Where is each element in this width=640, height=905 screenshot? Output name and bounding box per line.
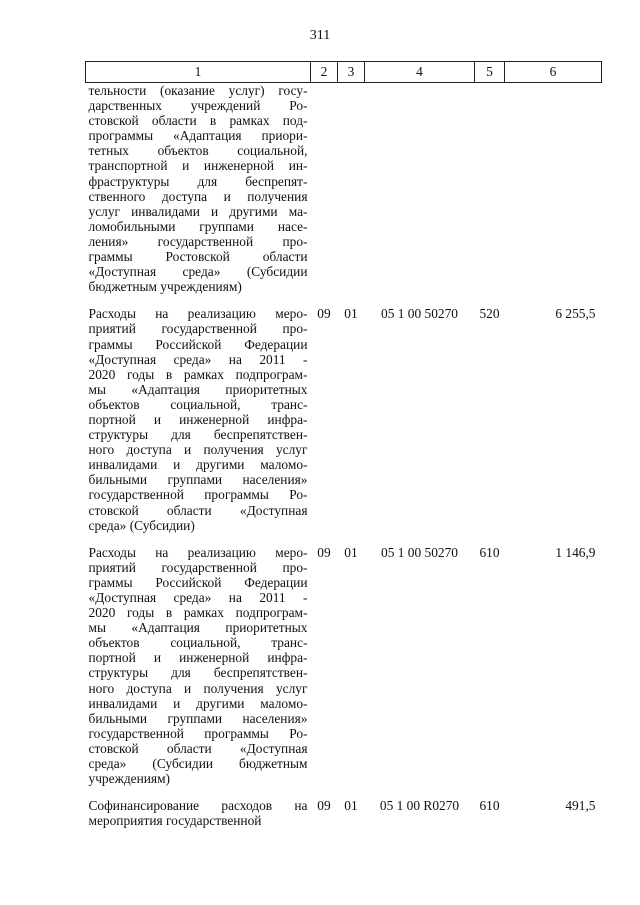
table-row bbox=[86, 533, 602, 787]
header-col-2: 2 bbox=[311, 62, 338, 83]
description-line: портной и инженерной инфра- bbox=[88, 411, 308, 427]
description-line: учреждениям) bbox=[88, 771, 171, 787]
description-line: граммы Ростовской области bbox=[88, 249, 308, 265]
row-description bbox=[86, 294, 311, 532]
description-line: тетных объектов социальной, bbox=[88, 143, 308, 159]
amount-value: 491,5 bbox=[565, 798, 596, 814]
header-row bbox=[86, 62, 602, 83]
description-line: среда» (Субсидии) bbox=[88, 517, 195, 533]
description-line: инвалидами и другими маломо- bbox=[88, 457, 308, 473]
description-line: стовской области в рамках под- bbox=[88, 113, 308, 129]
description-line: бюджетным учреждениям) bbox=[88, 279, 242, 295]
subsection-code: 01 bbox=[344, 306, 358, 322]
description-line: бильными группами населения» bbox=[88, 710, 308, 726]
description-line: бильными группами населения» bbox=[88, 472, 308, 488]
target-article-code: 05 1 00 50270 bbox=[381, 306, 458, 322]
header-col-3: 3 bbox=[338, 62, 365, 83]
header-col-5: 5 bbox=[475, 62, 505, 83]
target-article-code: 05 1 00 50270 bbox=[381, 544, 458, 560]
description-line: государственной программы Ро- bbox=[88, 725, 308, 741]
expense-type-code bbox=[475, 83, 505, 295]
description-line: 2020 годы в рамках подпрограм- bbox=[88, 366, 308, 382]
description-line: стовской области «Доступная bbox=[88, 502, 308, 518]
page-number: 311 bbox=[309, 28, 331, 43]
description-line: структуры для беспрепятствен- bbox=[88, 665, 308, 681]
expense-type-code: 610 bbox=[479, 544, 500, 560]
description-line: граммы Российской Федерации bbox=[88, 336, 308, 352]
description-line: ственного доступа и получения bbox=[88, 188, 308, 204]
subsection-code: 01 bbox=[344, 798, 358, 814]
description-line: инвалидами и другими маломо- bbox=[88, 695, 308, 711]
amount-value: 6 255,5 bbox=[555, 306, 596, 322]
amount-value bbox=[505, 83, 602, 295]
header-col-6: 6 bbox=[505, 62, 602, 83]
description-line: ного доступа и получения услуг bbox=[88, 680, 308, 696]
description-line: структуры для беспрепятствен- bbox=[88, 427, 308, 443]
description-line: фраструктуры для беспрепят- bbox=[88, 173, 308, 189]
expense-type-code: 520 bbox=[479, 306, 500, 322]
header-col-4: 4 bbox=[365, 62, 475, 83]
description-line: дарственных учреждений Ро- bbox=[88, 98, 308, 114]
section-code: 09 bbox=[317, 306, 331, 322]
table-row bbox=[86, 294, 602, 532]
section-code bbox=[311, 83, 338, 295]
header-col-1: 1 bbox=[86, 62, 311, 83]
description-line: ломобильными группами насе- bbox=[88, 218, 308, 234]
description-line: «Доступная среда» на 2011 - bbox=[88, 590, 308, 605]
target-article-code bbox=[365, 83, 475, 295]
description-line: Расходы на реализацию меро- bbox=[88, 544, 308, 560]
subsection-code bbox=[338, 83, 365, 295]
description-line: приятий государственной про- bbox=[88, 559, 308, 575]
table-row bbox=[86, 786, 602, 828]
description-line: «Доступная среда» (Субсидии bbox=[88, 264, 308, 280]
description-line: ления» государственной про- bbox=[88, 233, 308, 249]
expense-type-code: 610 bbox=[479, 798, 500, 814]
amount-value: 1 146,9 bbox=[555, 544, 596, 560]
description-line: объектов социальной, транс- bbox=[88, 635, 308, 651]
subsection-code: 01 bbox=[344, 544, 358, 560]
table-row bbox=[86, 83, 602, 295]
description-line: Расходы на реализацию меро- bbox=[88, 306, 308, 322]
description-line: тельности (оказание услуг) госу- bbox=[88, 83, 308, 98]
description-line: программы «Адаптация приори- bbox=[88, 128, 308, 144]
table-header bbox=[86, 62, 602, 83]
target-article-code: 05 1 00 R0270 bbox=[379, 798, 460, 814]
description-line: стовской области «Доступная bbox=[88, 740, 308, 756]
row-description bbox=[86, 786, 311, 828]
description-line: «Доступная среда» на 2011 - bbox=[88, 351, 308, 367]
description-line: транспортной и инженерной ин- bbox=[88, 158, 308, 174]
description-line: услуг инвалидами и другими ма- bbox=[88, 203, 308, 219]
section-code: 09 bbox=[317, 798, 331, 814]
description-line: объектов социальной, транс- bbox=[88, 396, 308, 412]
description-line: мы «Адаптация приоритетных bbox=[88, 381, 308, 397]
description-line: мы «Адаптация приоритетных bbox=[88, 620, 308, 636]
description-line: 2020 годы в рамках подпрограм- bbox=[88, 605, 308, 621]
section-code: 09 bbox=[317, 544, 331, 560]
description-line: портной и инженерной инфра- bbox=[88, 650, 308, 666]
row-description bbox=[86, 83, 311, 295]
description-line: приятий государственной про- bbox=[88, 321, 308, 337]
description-line: среда» (Субсидии бюджетным bbox=[88, 756, 308, 772]
description-line: граммы Российской Федерации bbox=[88, 574, 308, 590]
table-body bbox=[86, 83, 602, 829]
budget-table bbox=[85, 61, 602, 828]
description-line: Софинансирование расходов на bbox=[88, 798, 308, 814]
row-description bbox=[86, 533, 311, 787]
description-line: мероприятия государственной bbox=[88, 813, 262, 829]
description-line: ного доступа и получения услуг bbox=[88, 442, 308, 458]
description-line: государственной программы Ро- bbox=[88, 487, 308, 503]
